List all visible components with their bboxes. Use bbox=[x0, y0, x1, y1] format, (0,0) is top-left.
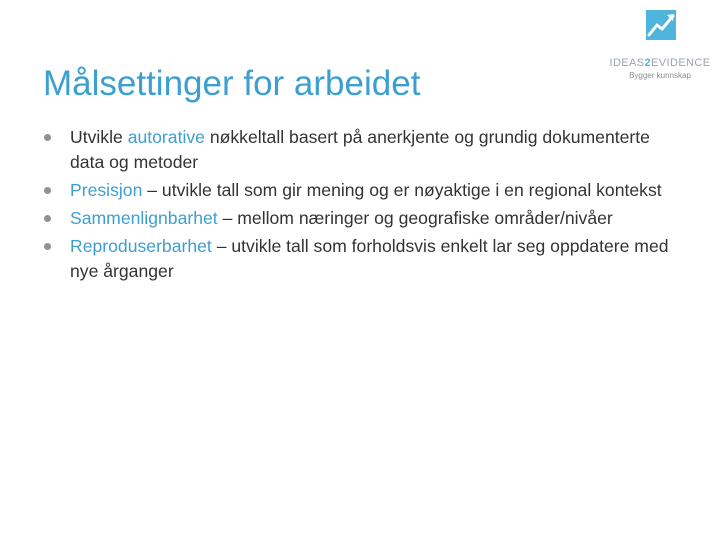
bullet-dot-icon bbox=[44, 215, 51, 222]
bullet-list bbox=[43, 125, 683, 287]
bullet-item: Reproduserbarhet – utvikle tall som forholdsvis enkelt lar seg oppdatere med nye årganger bbox=[43, 234, 683, 284]
logo-tagline: Bygger kunnskap bbox=[629, 71, 691, 80]
slide-title: Målsettinger for arbeidet bbox=[43, 64, 421, 103]
logo-wordmark: IDEAS2EVIDENCE bbox=[609, 57, 711, 69]
rising-chart-icon bbox=[646, 10, 676, 40]
bullet-dot-icon bbox=[44, 243, 51, 250]
bullet-item: Sammenlignbarhet – mellom næringer og geografiske områder/nivåer bbox=[43, 206, 683, 231]
bullet-item: Presisjon – utvikle tall som gir mening og er nøyaktige i en regional kontekst bbox=[43, 178, 683, 203]
bullet-highlight: autorative bbox=[127, 127, 205, 147]
bullet-highlight: Presisjon bbox=[70, 180, 143, 200]
bullet-item: Utvikle autorative nøkkeltall basert på anerkjente og grundig dokumenterte data og metoder bbox=[43, 125, 683, 175]
bullet-dot-icon bbox=[44, 187, 51, 194]
bullet-dot-icon bbox=[44, 134, 51, 141]
company-logo bbox=[604, 8, 716, 78]
bullet-highlight: Reproduserbarhet bbox=[70, 236, 212, 256]
bullet-highlight: Sammenlignbarhet bbox=[70, 208, 218, 228]
